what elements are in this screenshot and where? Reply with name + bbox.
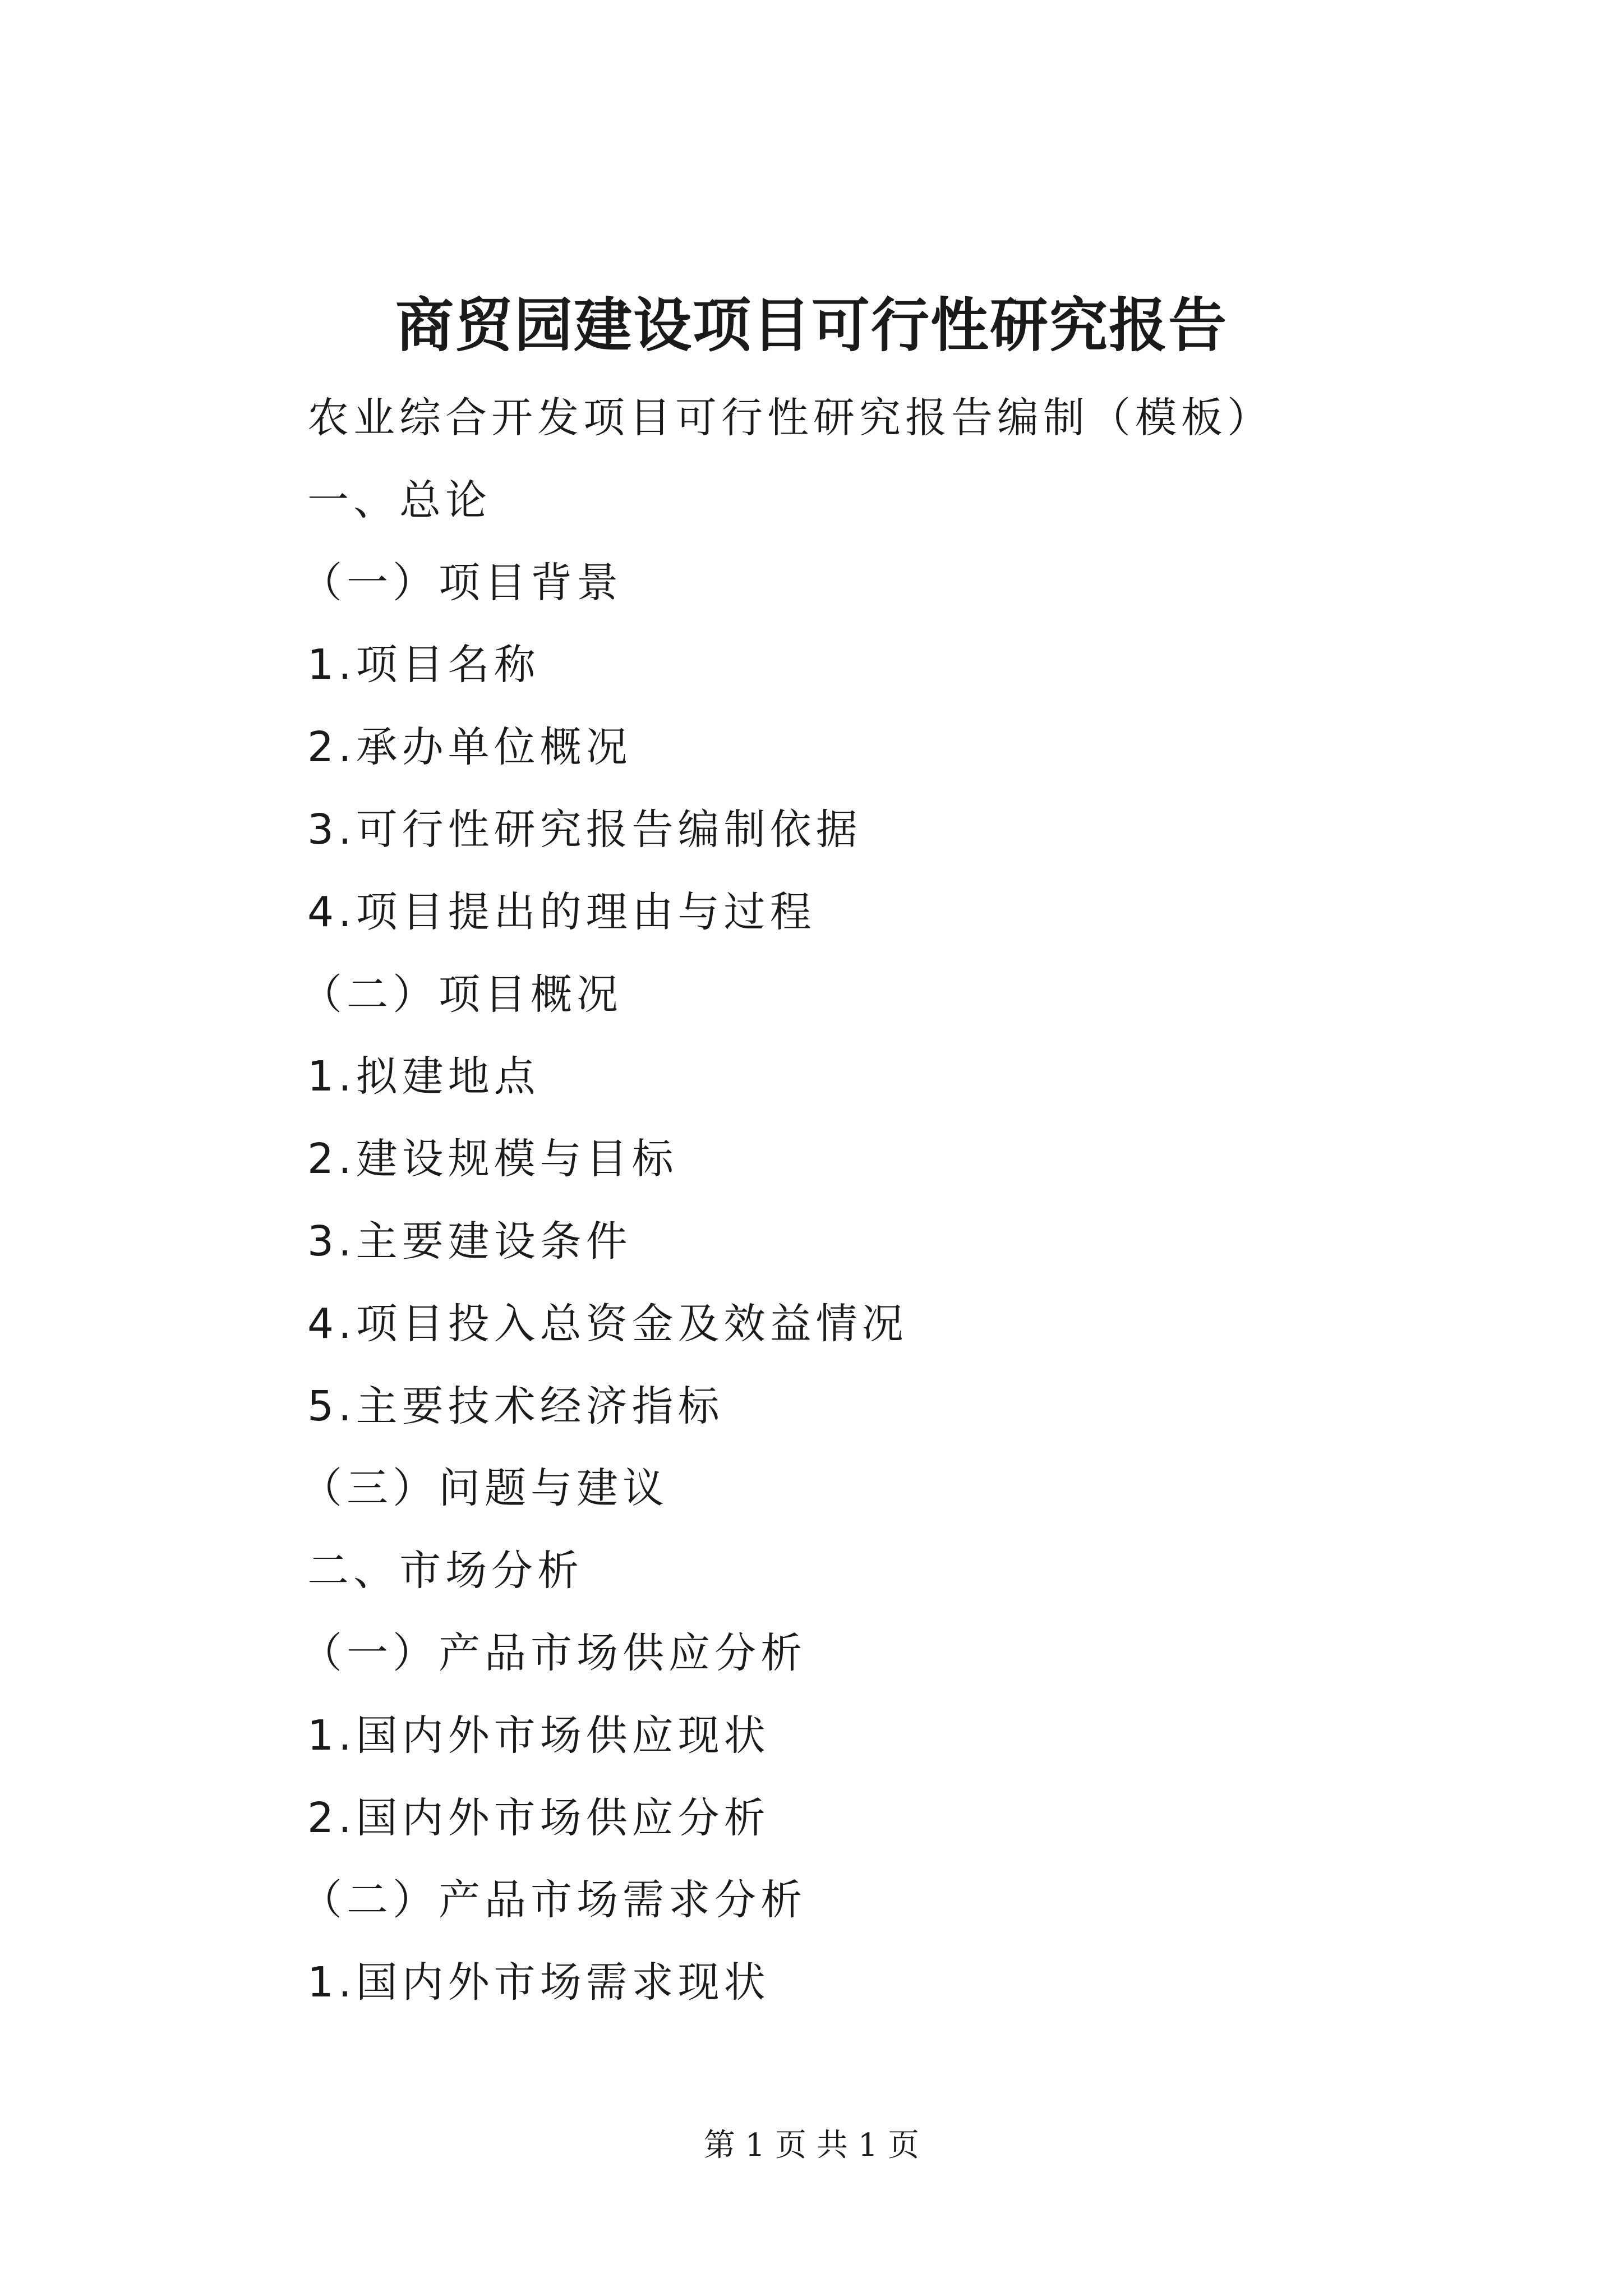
list-item: 5.主要技术经济指标: [307, 1382, 724, 1430]
subsection-heading: （一）产品市场供应分析: [301, 1628, 806, 1677]
subsection-heading: （二）产品市场需求分析: [301, 1876, 806, 1925]
subsection-heading: （一）项目背景: [301, 558, 623, 607]
list-item: 3.可行性研究报告编制依据: [307, 805, 862, 854]
document-title: 商贸园建设项目可行性研究报告: [395, 291, 1228, 360]
document-body: [301, 387, 1485, 2034]
section-heading: 二、市场分析: [307, 1547, 583, 1595]
list-item: 2.承办单位概况: [307, 723, 632, 772]
subsection-heading: （三）问题与建议: [301, 1464, 668, 1513]
list-item: 2.建设规模与目标: [307, 1135, 678, 1184]
list-item: 2.国内外市场供应分析: [307, 1793, 770, 1842]
subsection-heading: （二）项目概况: [301, 970, 623, 1019]
list-item: 3.主要建设条件: [307, 1217, 632, 1266]
subtitle-line: 农业综合开发项目可行性研究报告编制（模板）: [307, 394, 1273, 442]
list-item: 4.项目投入总资金及效益情况: [307, 1299, 908, 1348]
list-item: 1.拟建地点: [307, 1052, 540, 1101]
list-item: 1.国内外市场供应现状: [307, 1711, 770, 1760]
page-footer: 第 1 页 共 1 页: [703, 2127, 920, 2164]
list-item: 4.项目提出的理由与过程: [307, 887, 816, 936]
list-item: 1.项目名称: [307, 641, 540, 689]
section-heading: 一、总论: [307, 476, 491, 524]
list-item: 1.国内外市场需求现状: [307, 1958, 770, 2007]
